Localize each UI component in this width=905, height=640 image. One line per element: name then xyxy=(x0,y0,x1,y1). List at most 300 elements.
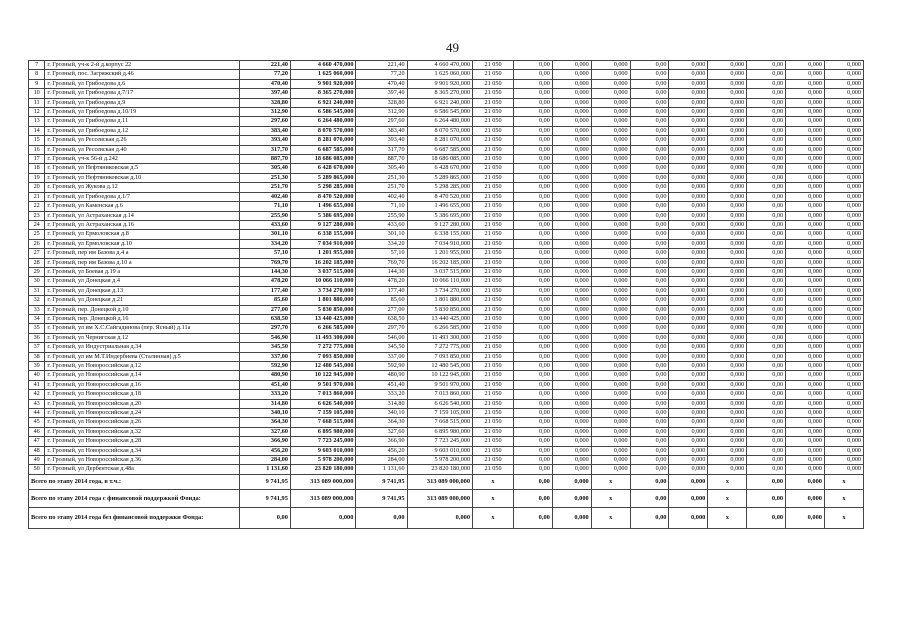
value-cell: 71,10 xyxy=(356,202,407,211)
value-cell: 21 050 xyxy=(473,220,514,229)
value-cell: 0,000 xyxy=(591,220,630,229)
address-cell: г. Грозный, ул Астраханская д.16 xyxy=(45,220,239,229)
value-cell: 0,000 xyxy=(552,437,591,446)
total-value-cell: 0,00 xyxy=(747,507,786,528)
value-cell: 3 037 515,000 xyxy=(290,267,355,276)
value-cell: 0,000 xyxy=(786,352,825,361)
value-cell: 6 895 980,000 xyxy=(290,427,355,436)
value-cell: 0,00 xyxy=(513,220,552,229)
value-cell: 6 266 585,000 xyxy=(407,324,472,333)
address-cell: г. Грозный, ул Донецкая д.21 xyxy=(45,296,239,305)
value-cell: 0,000 xyxy=(669,427,708,436)
value-cell: 0,00 xyxy=(747,145,786,154)
address-cell: г. Грозный, ул Грибоедова д.6 xyxy=(45,79,239,88)
value-cell: 16 202 185,000 xyxy=(290,258,355,267)
value-cell: 144,30 xyxy=(356,267,407,276)
value-cell: 18 686 085,000 xyxy=(290,155,355,164)
value-cell: 221,40 xyxy=(239,61,290,70)
table-row xyxy=(29,173,864,182)
value-cell: 0,000 xyxy=(824,183,863,192)
total-value-cell: 0,00 xyxy=(239,507,290,528)
value-cell: 9 901 920,000 xyxy=(290,79,355,88)
total-value-cell: x xyxy=(824,489,863,507)
value-cell: 0,000 xyxy=(708,79,747,88)
value-cell: 0,00 xyxy=(630,305,669,314)
total-label: Всего по этапу 2014 года, в т.ч.: xyxy=(29,474,240,489)
total-row xyxy=(29,474,864,489)
value-cell: 0,000 xyxy=(669,173,708,182)
value-cell: 0,000 xyxy=(552,136,591,145)
value-cell: 21 050 xyxy=(473,145,514,154)
value-cell: 6 895 980,000 xyxy=(407,427,472,436)
value-cell: 340,10 xyxy=(356,409,407,418)
value-cell: 0,000 xyxy=(824,211,863,220)
value-cell: 1 201 955,000 xyxy=(290,249,355,258)
value-cell: 8 365 270,000 xyxy=(407,89,472,98)
total-value-cell: 0,00 xyxy=(513,507,552,528)
value-cell: 0,000 xyxy=(591,324,630,333)
value-cell: 0,000 xyxy=(669,79,708,88)
value-cell: 5 289 865,000 xyxy=(290,173,355,182)
value-cell: 0,000 xyxy=(591,427,630,436)
value-cell: 21 050 xyxy=(473,362,514,371)
value-cell: 334,20 xyxy=(239,239,290,248)
value-cell: 6 687 585,000 xyxy=(407,145,472,154)
value-cell: 1 131,60 xyxy=(239,465,290,474)
value-cell: 0,000 xyxy=(669,70,708,79)
value-cell: 0,000 xyxy=(708,409,747,418)
value-cell: 1 496 655,000 xyxy=(407,202,472,211)
value-cell: 0,00 xyxy=(513,267,552,276)
value-cell: 221,40 xyxy=(356,61,407,70)
value-cell: 0,000 xyxy=(591,286,630,295)
total-label: Всего по этапу 2014 года с финансовой поддержкой Фонда: xyxy=(29,489,240,507)
value-cell: 0,00 xyxy=(513,249,552,258)
table-row xyxy=(29,249,864,258)
value-cell: 21 050 xyxy=(473,446,514,455)
value-cell: 0,000 xyxy=(708,314,747,323)
value-cell: 0,00 xyxy=(747,126,786,135)
value-cell: 21 050 xyxy=(473,427,514,436)
value-cell: 0,000 xyxy=(552,126,591,135)
value-cell: 0,00 xyxy=(513,418,552,427)
value-cell: 592,90 xyxy=(356,362,407,371)
value-cell: 0,000 xyxy=(786,108,825,117)
value-cell: 85,60 xyxy=(356,296,407,305)
value-cell: 0,000 xyxy=(591,249,630,258)
value-cell: 21 050 xyxy=(473,136,514,145)
value-cell: 0,000 xyxy=(591,371,630,380)
value-cell: 0,00 xyxy=(513,70,552,79)
value-cell: 393,40 xyxy=(356,136,407,145)
value-cell: 6 338 155,000 xyxy=(290,230,355,239)
value-cell: 0,000 xyxy=(669,277,708,286)
value-cell: 10 066 110,000 xyxy=(407,277,472,286)
value-cell: 638,50 xyxy=(356,314,407,323)
value-cell: 21 050 xyxy=(473,399,514,408)
value-cell: 0,000 xyxy=(591,314,630,323)
value-cell: 0,000 xyxy=(708,61,747,70)
value-cell: 0,000 xyxy=(708,70,747,79)
value-cell: 0,00 xyxy=(630,220,669,229)
value-cell: 6 921 240,000 xyxy=(407,98,472,107)
value-cell: 328,80 xyxy=(356,98,407,107)
value-cell: 0,000 xyxy=(708,108,747,117)
value-cell: 0,000 xyxy=(552,98,591,107)
row-number: 44 xyxy=(29,409,45,418)
table-row xyxy=(29,427,864,436)
value-cell: 0,000 xyxy=(786,79,825,88)
value-cell: 0,000 xyxy=(552,418,591,427)
value-cell: 297,60 xyxy=(356,117,407,126)
address-cell: г. Грозный, ул Астраханская д.14 xyxy=(45,211,239,220)
value-cell: 0,000 xyxy=(552,164,591,173)
value-cell: 0,00 xyxy=(630,324,669,333)
value-cell: 23 820 180,000 xyxy=(407,465,472,474)
value-cell: 0,000 xyxy=(708,362,747,371)
value-cell: 21 050 xyxy=(473,230,514,239)
value-cell: 0,000 xyxy=(669,286,708,295)
total-value-cell: 9 741,95 xyxy=(356,489,407,507)
table-row xyxy=(29,183,864,192)
value-cell: 0,000 xyxy=(708,202,747,211)
row-number: 19 xyxy=(29,173,45,182)
table-row xyxy=(29,267,864,276)
row-number: 42 xyxy=(29,390,45,399)
value-cell: 0,000 xyxy=(669,446,708,455)
address-cell: г. Грозный, ул Грибоедова д.11 xyxy=(45,117,239,126)
row-number: 18 xyxy=(29,164,45,173)
value-cell: 0,00 xyxy=(630,89,669,98)
table-row xyxy=(29,258,864,267)
value-cell: 0,00 xyxy=(747,89,786,98)
value-cell: 18 686 085,000 xyxy=(407,155,472,164)
address-cell: г. Грозный, ул Жуковa д.12 xyxy=(45,183,239,192)
value-cell: 333,20 xyxy=(356,390,407,399)
value-cell: 5 386 695,000 xyxy=(407,211,472,220)
row-number: 16 xyxy=(29,145,45,154)
row-number: 37 xyxy=(29,343,45,352)
value-cell: 327,60 xyxy=(356,427,407,436)
value-cell: 0,00 xyxy=(630,211,669,220)
value-cell: 0,000 xyxy=(824,409,863,418)
value-cell: 21 050 xyxy=(473,108,514,117)
value-cell: 0,00 xyxy=(513,230,552,239)
value-cell: 21 050 xyxy=(473,164,514,173)
value-cell: 0,000 xyxy=(591,145,630,154)
value-cell: 0,000 xyxy=(669,164,708,173)
value-cell: 0,000 xyxy=(552,211,591,220)
value-cell: 312,90 xyxy=(356,108,407,117)
value-cell: 0,000 xyxy=(708,418,747,427)
value-cell: 0,000 xyxy=(669,202,708,211)
total-value-cell: x xyxy=(591,489,630,507)
value-cell: 251,70 xyxy=(239,183,290,192)
value-cell: 251,30 xyxy=(356,173,407,182)
table-row xyxy=(29,239,864,248)
total-value-cell: 0,00 xyxy=(513,489,552,507)
row-number: 50 xyxy=(29,465,45,474)
value-cell: 7 034 910,000 xyxy=(407,239,472,248)
value-cell: 21 050 xyxy=(473,296,514,305)
value-cell: 6 626 540,000 xyxy=(290,399,355,408)
value-cell: 0,000 xyxy=(786,399,825,408)
value-cell: 0,00 xyxy=(513,136,552,145)
value-cell: 383,40 xyxy=(356,126,407,135)
value-cell: 0,00 xyxy=(630,117,669,126)
total-value-cell: 0,000 xyxy=(552,489,591,507)
value-cell: 7 668 515,000 xyxy=(407,418,472,427)
row-number: 49 xyxy=(29,456,45,465)
value-cell: 0,00 xyxy=(630,277,669,286)
value-cell: 0,00 xyxy=(747,249,786,258)
value-cell: 0,000 xyxy=(786,456,825,465)
value-cell: 0,000 xyxy=(708,211,747,220)
value-cell: 0,000 xyxy=(824,108,863,117)
value-cell: 0,000 xyxy=(669,98,708,107)
row-number: 12 xyxy=(29,108,45,117)
value-cell: 297,70 xyxy=(356,324,407,333)
value-cell: 0,000 xyxy=(669,333,708,342)
value-cell: 7 013 860,000 xyxy=(290,390,355,399)
value-cell: 0,000 xyxy=(669,117,708,126)
value-cell: 0,000 xyxy=(824,258,863,267)
total-value-cell: 313 089 000,000 xyxy=(290,489,355,507)
address-cell: г. Грозный, ул Грибоедова д.1/7 xyxy=(45,192,239,201)
value-cell: 0,00 xyxy=(630,98,669,107)
value-cell: 0,000 xyxy=(786,333,825,342)
value-cell: 0,00 xyxy=(513,155,552,164)
value-cell: 1 801 880,000 xyxy=(290,296,355,305)
total-value-cell: x xyxy=(473,507,514,528)
value-cell: 0,000 xyxy=(708,371,747,380)
value-cell: 0,000 xyxy=(824,371,863,380)
value-cell: 0,000 xyxy=(786,371,825,380)
program-table xyxy=(28,60,864,529)
value-cell: 0,000 xyxy=(552,117,591,126)
value-cell: 21 050 xyxy=(473,117,514,126)
value-cell: 0,000 xyxy=(669,211,708,220)
value-cell: 638,50 xyxy=(239,314,290,323)
value-cell: 0,00 xyxy=(747,173,786,182)
value-cell: 0,000 xyxy=(824,249,863,258)
value-cell: 0,00 xyxy=(513,324,552,333)
value-cell: 402,40 xyxy=(356,192,407,201)
value-cell: 0,00 xyxy=(747,239,786,248)
value-cell: 251,70 xyxy=(356,183,407,192)
row-number: 47 xyxy=(29,437,45,446)
address-cell: г. Грозный, пер. Донецкой д.10 xyxy=(45,305,239,314)
value-cell: 0,00 xyxy=(513,456,552,465)
table-row xyxy=(29,324,864,333)
value-cell: 0,000 xyxy=(708,145,747,154)
value-cell: 0,00 xyxy=(630,296,669,305)
value-cell: 0,00 xyxy=(513,314,552,323)
value-cell: 0,00 xyxy=(513,61,552,70)
value-cell: 0,000 xyxy=(552,324,591,333)
value-cell: 0,000 xyxy=(591,239,630,248)
table-row xyxy=(29,390,864,399)
table-row xyxy=(29,371,864,380)
value-cell: 0,00 xyxy=(630,192,669,201)
table-row xyxy=(29,380,864,389)
value-cell: 0,00 xyxy=(747,305,786,314)
table-row xyxy=(29,446,864,455)
value-cell: 0,000 xyxy=(786,286,825,295)
value-cell: 0,000 xyxy=(786,117,825,126)
value-cell: 0,000 xyxy=(669,220,708,229)
value-cell: 251,30 xyxy=(239,173,290,182)
value-cell: 277,00 xyxy=(239,305,290,314)
value-cell: 301,10 xyxy=(356,230,407,239)
value-cell: 0,00 xyxy=(747,380,786,389)
value-cell: 0,000 xyxy=(591,333,630,342)
value-cell: 0,000 xyxy=(669,362,708,371)
value-cell: 0,000 xyxy=(708,230,747,239)
value-cell: 480,90 xyxy=(239,371,290,380)
row-number: 40 xyxy=(29,371,45,380)
value-cell: 8 281 070,000 xyxy=(290,136,355,145)
value-cell: 0,000 xyxy=(669,418,708,427)
value-cell: 21 050 xyxy=(473,437,514,446)
value-cell: 5 830 850,000 xyxy=(290,305,355,314)
value-cell: 0,00 xyxy=(747,352,786,361)
value-cell: 7 013 860,000 xyxy=(407,390,472,399)
total-value-cell: 0,00 xyxy=(747,489,786,507)
value-cell: 0,000 xyxy=(824,230,863,239)
value-cell: 0,000 xyxy=(824,267,863,276)
row-number: 10 xyxy=(29,89,45,98)
value-cell: 0,00 xyxy=(747,98,786,107)
value-cell: 0,000 xyxy=(824,314,863,323)
value-cell: 0,00 xyxy=(630,136,669,145)
value-cell: 0,000 xyxy=(824,173,863,182)
value-cell: 0,00 xyxy=(630,371,669,380)
address-cell: г. Грозный, ул Донецкая д.13 xyxy=(45,286,239,295)
value-cell: 0,000 xyxy=(669,380,708,389)
value-cell: 9 501 970,000 xyxy=(290,380,355,389)
value-cell: 8 365 270,000 xyxy=(290,89,355,98)
value-cell: 6 428 670,000 xyxy=(407,164,472,173)
value-cell: 12 480 545,000 xyxy=(407,362,472,371)
value-cell: 470,40 xyxy=(239,79,290,88)
value-cell: 6 428 670,000 xyxy=(290,164,355,173)
value-cell: 0,000 xyxy=(786,230,825,239)
value-cell: 0,000 xyxy=(552,61,591,70)
value-cell: 0,00 xyxy=(747,202,786,211)
value-cell: 0,00 xyxy=(747,183,786,192)
value-cell: 328,80 xyxy=(239,98,290,107)
table-row xyxy=(29,164,864,173)
value-cell: 345,50 xyxy=(239,343,290,352)
value-cell: 0,000 xyxy=(552,380,591,389)
value-cell: 0,000 xyxy=(786,70,825,79)
value-cell: 21 050 xyxy=(473,89,514,98)
value-cell: 0,000 xyxy=(786,164,825,173)
value-cell: 0,000 xyxy=(708,446,747,455)
value-cell: 0,00 xyxy=(630,456,669,465)
value-cell: 0,00 xyxy=(630,333,669,342)
value-cell: 0,000 xyxy=(824,465,863,474)
value-cell: 0,000 xyxy=(824,418,863,427)
row-number: 25 xyxy=(29,230,45,239)
table-row xyxy=(29,70,864,79)
value-cell: 0,00 xyxy=(630,352,669,361)
value-cell: 0,000 xyxy=(786,409,825,418)
address-cell: г. Грозный, ул Новороссийская д.12 xyxy=(45,362,239,371)
value-cell: 21 050 xyxy=(473,371,514,380)
value-cell: 0,00 xyxy=(513,427,552,436)
value-cell: 0,00 xyxy=(630,446,669,455)
total-value-cell: 9 741,95 xyxy=(239,474,290,489)
value-cell: 0,000 xyxy=(669,126,708,135)
value-cell: 0,000 xyxy=(786,145,825,154)
value-cell: 0,000 xyxy=(708,333,747,342)
value-cell: 0,00 xyxy=(630,155,669,164)
value-cell: 21 050 xyxy=(473,239,514,248)
value-cell: 21 050 xyxy=(473,249,514,258)
value-cell: 0,00 xyxy=(630,183,669,192)
value-cell: 284,00 xyxy=(356,456,407,465)
value-cell: 0,000 xyxy=(552,108,591,117)
value-cell: 0,000 xyxy=(708,173,747,182)
value-cell: 0,000 xyxy=(591,399,630,408)
value-cell: 0,000 xyxy=(552,286,591,295)
value-cell: 0,000 xyxy=(786,89,825,98)
value-cell: 21 050 xyxy=(473,324,514,333)
value-cell: 0,000 xyxy=(708,305,747,314)
value-cell: 0,00 xyxy=(747,230,786,239)
value-cell: 0,00 xyxy=(513,305,552,314)
value-cell: 0,000 xyxy=(591,409,630,418)
address-cell: г. Грозный, ул Новороссийская д.20 xyxy=(45,399,239,408)
address-cell: г. Грозный, ул Нефтяниковская д.5 xyxy=(45,164,239,173)
value-cell: 0,00 xyxy=(630,390,669,399)
value-cell: 0,000 xyxy=(669,249,708,258)
value-cell: 0,000 xyxy=(591,70,630,79)
value-cell: 0,000 xyxy=(552,230,591,239)
value-cell: 57,10 xyxy=(239,249,290,258)
total-value-cell: x xyxy=(708,474,747,489)
total-value-cell: 0,000 xyxy=(786,507,825,528)
value-cell: 0,000 xyxy=(786,267,825,276)
value-cell: 0,000 xyxy=(786,136,825,145)
total-value-cell: 0,00 xyxy=(356,507,407,528)
value-cell: 8 070 570,000 xyxy=(407,126,472,135)
value-cell: 7 723 245,000 xyxy=(290,437,355,446)
value-cell: 0,000 xyxy=(591,230,630,239)
value-cell: 0,000 xyxy=(669,390,708,399)
value-cell: 21 050 xyxy=(473,70,514,79)
row-number: 30 xyxy=(29,277,45,286)
value-cell: 0,000 xyxy=(824,202,863,211)
value-cell: 0,00 xyxy=(747,390,786,399)
value-cell: 9 127 280,000 xyxy=(290,220,355,229)
value-cell: 4 660 470,000 xyxy=(290,61,355,70)
table-row xyxy=(29,108,864,117)
value-cell: 0,00 xyxy=(630,230,669,239)
table-row xyxy=(29,362,864,371)
value-cell: 0,000 xyxy=(708,456,747,465)
total-value-cell: 0,000 xyxy=(669,474,708,489)
value-cell: 0,00 xyxy=(513,79,552,88)
value-cell: 0,00 xyxy=(747,371,786,380)
value-cell: 0,000 xyxy=(824,296,863,305)
value-cell: 0,000 xyxy=(708,164,747,173)
total-label: Всего по этапу 2014 года без финансовой поддержки Фонда: xyxy=(29,507,240,528)
value-cell: 5 298 285,000 xyxy=(290,183,355,192)
value-cell: 0,00 xyxy=(513,183,552,192)
